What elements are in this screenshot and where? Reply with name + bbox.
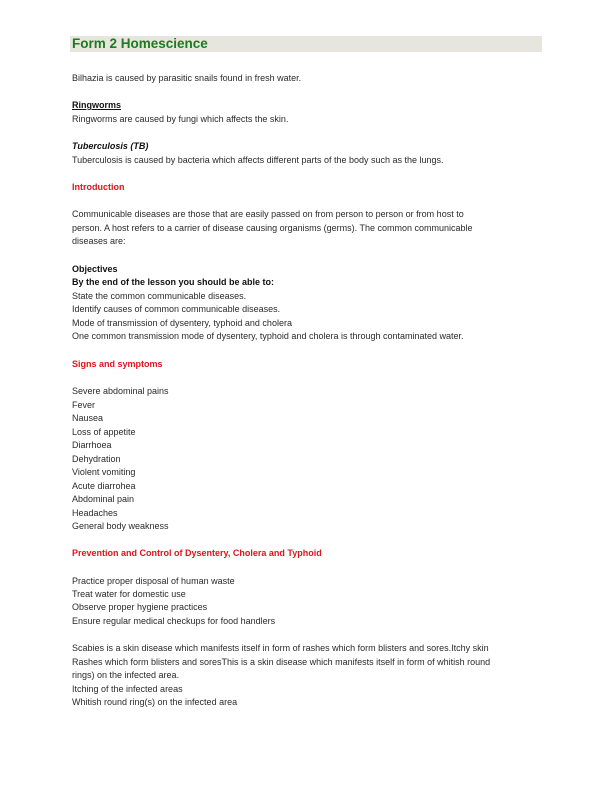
prevention-item: Treat water for domestic use [72, 589, 186, 599]
sign-item: General body weakness [72, 521, 169, 531]
scabies-line: Scabies is a skin disease which manifests itself in form of rashes which form blisters and sores.Itchy skin [72, 643, 489, 653]
intro-line: Communicable diseases are those that are easily passed on from person to person or from host to [72, 209, 464, 219]
sign-item: Loss of appetite [72, 426, 136, 437]
ringworms-heading: Ringworms [72, 100, 122, 110]
objectives-subheading: By the end of the lesson you should be able to: [72, 277, 275, 287]
sign-item: Fever [72, 399, 96, 410]
page-title: Form 2 Homescience [72, 36, 208, 51]
sign-item: Nausea [72, 413, 104, 423]
tuberculosis-heading: Tuberculosis (TB) [72, 141, 149, 151]
prevention-heading: Prevention and Control of Dysentery, Cholera and Typhoid [72, 548, 322, 558]
signs-heading: Signs and symptoms [72, 359, 163, 369]
prevention-item: Ensure regular medical checkups for food handlers [72, 616, 276, 626]
sign-item: Severe abdominal pains [72, 386, 169, 396]
objective-item: Identify causes of common communicable diseases. [72, 304, 281, 314]
objective-item: State the common communicable diseases. [72, 291, 247, 301]
objective-item: One common transmission mode of dysentery, typhoid and cholera is through contaminated water. [72, 331, 464, 341]
scabies-line: Itching of the infected areas [72, 684, 183, 694]
sign-item: Abdominal pain [72, 494, 135, 504]
sign-item: Acute diarrohea [72, 480, 136, 491]
scabies-line: Rashes which form blisters and soresThis is a skin disease which manifests itself in form of whitish round [72, 657, 491, 667]
intro-line: person. A host refers to a carrier of disease causing organisms (germs). The common communicable [72, 223, 473, 233]
prevention-item: Observe proper hygiene practices [72, 602, 208, 612]
objectives-heading: Objectives [72, 264, 118, 274]
sign-item: Violent vomiting [72, 467, 136, 477]
prevention-item: Practice proper disposal of human waste [72, 576, 235, 586]
objective-item: Mode of transmission of dysentery, typhoid and cholera [72, 318, 292, 328]
tuberculosis-text: Tuberculosis is caused by bacteria which affects different parts of the body such as the lungs. [72, 155, 444, 165]
ringworms-text: Ringworms are caused by fungi which affects the skin. [72, 114, 289, 124]
sign-item: Headaches [72, 507, 118, 518]
bilharzia-text: Bilhazia is caused by parasitic snails found in fresh water. [72, 73, 302, 83]
intro-line: diseases are: [72, 236, 126, 246]
introduction-heading: Introduction [72, 182, 125, 192]
scabies-line: Whitish round ring(s) on the infected area [72, 697, 238, 707]
scabies-line: rings) on the infected area. [72, 670, 180, 680]
sign-item: Dehydration [72, 453, 121, 464]
sign-item: Diarrhoea [72, 440, 112, 450]
